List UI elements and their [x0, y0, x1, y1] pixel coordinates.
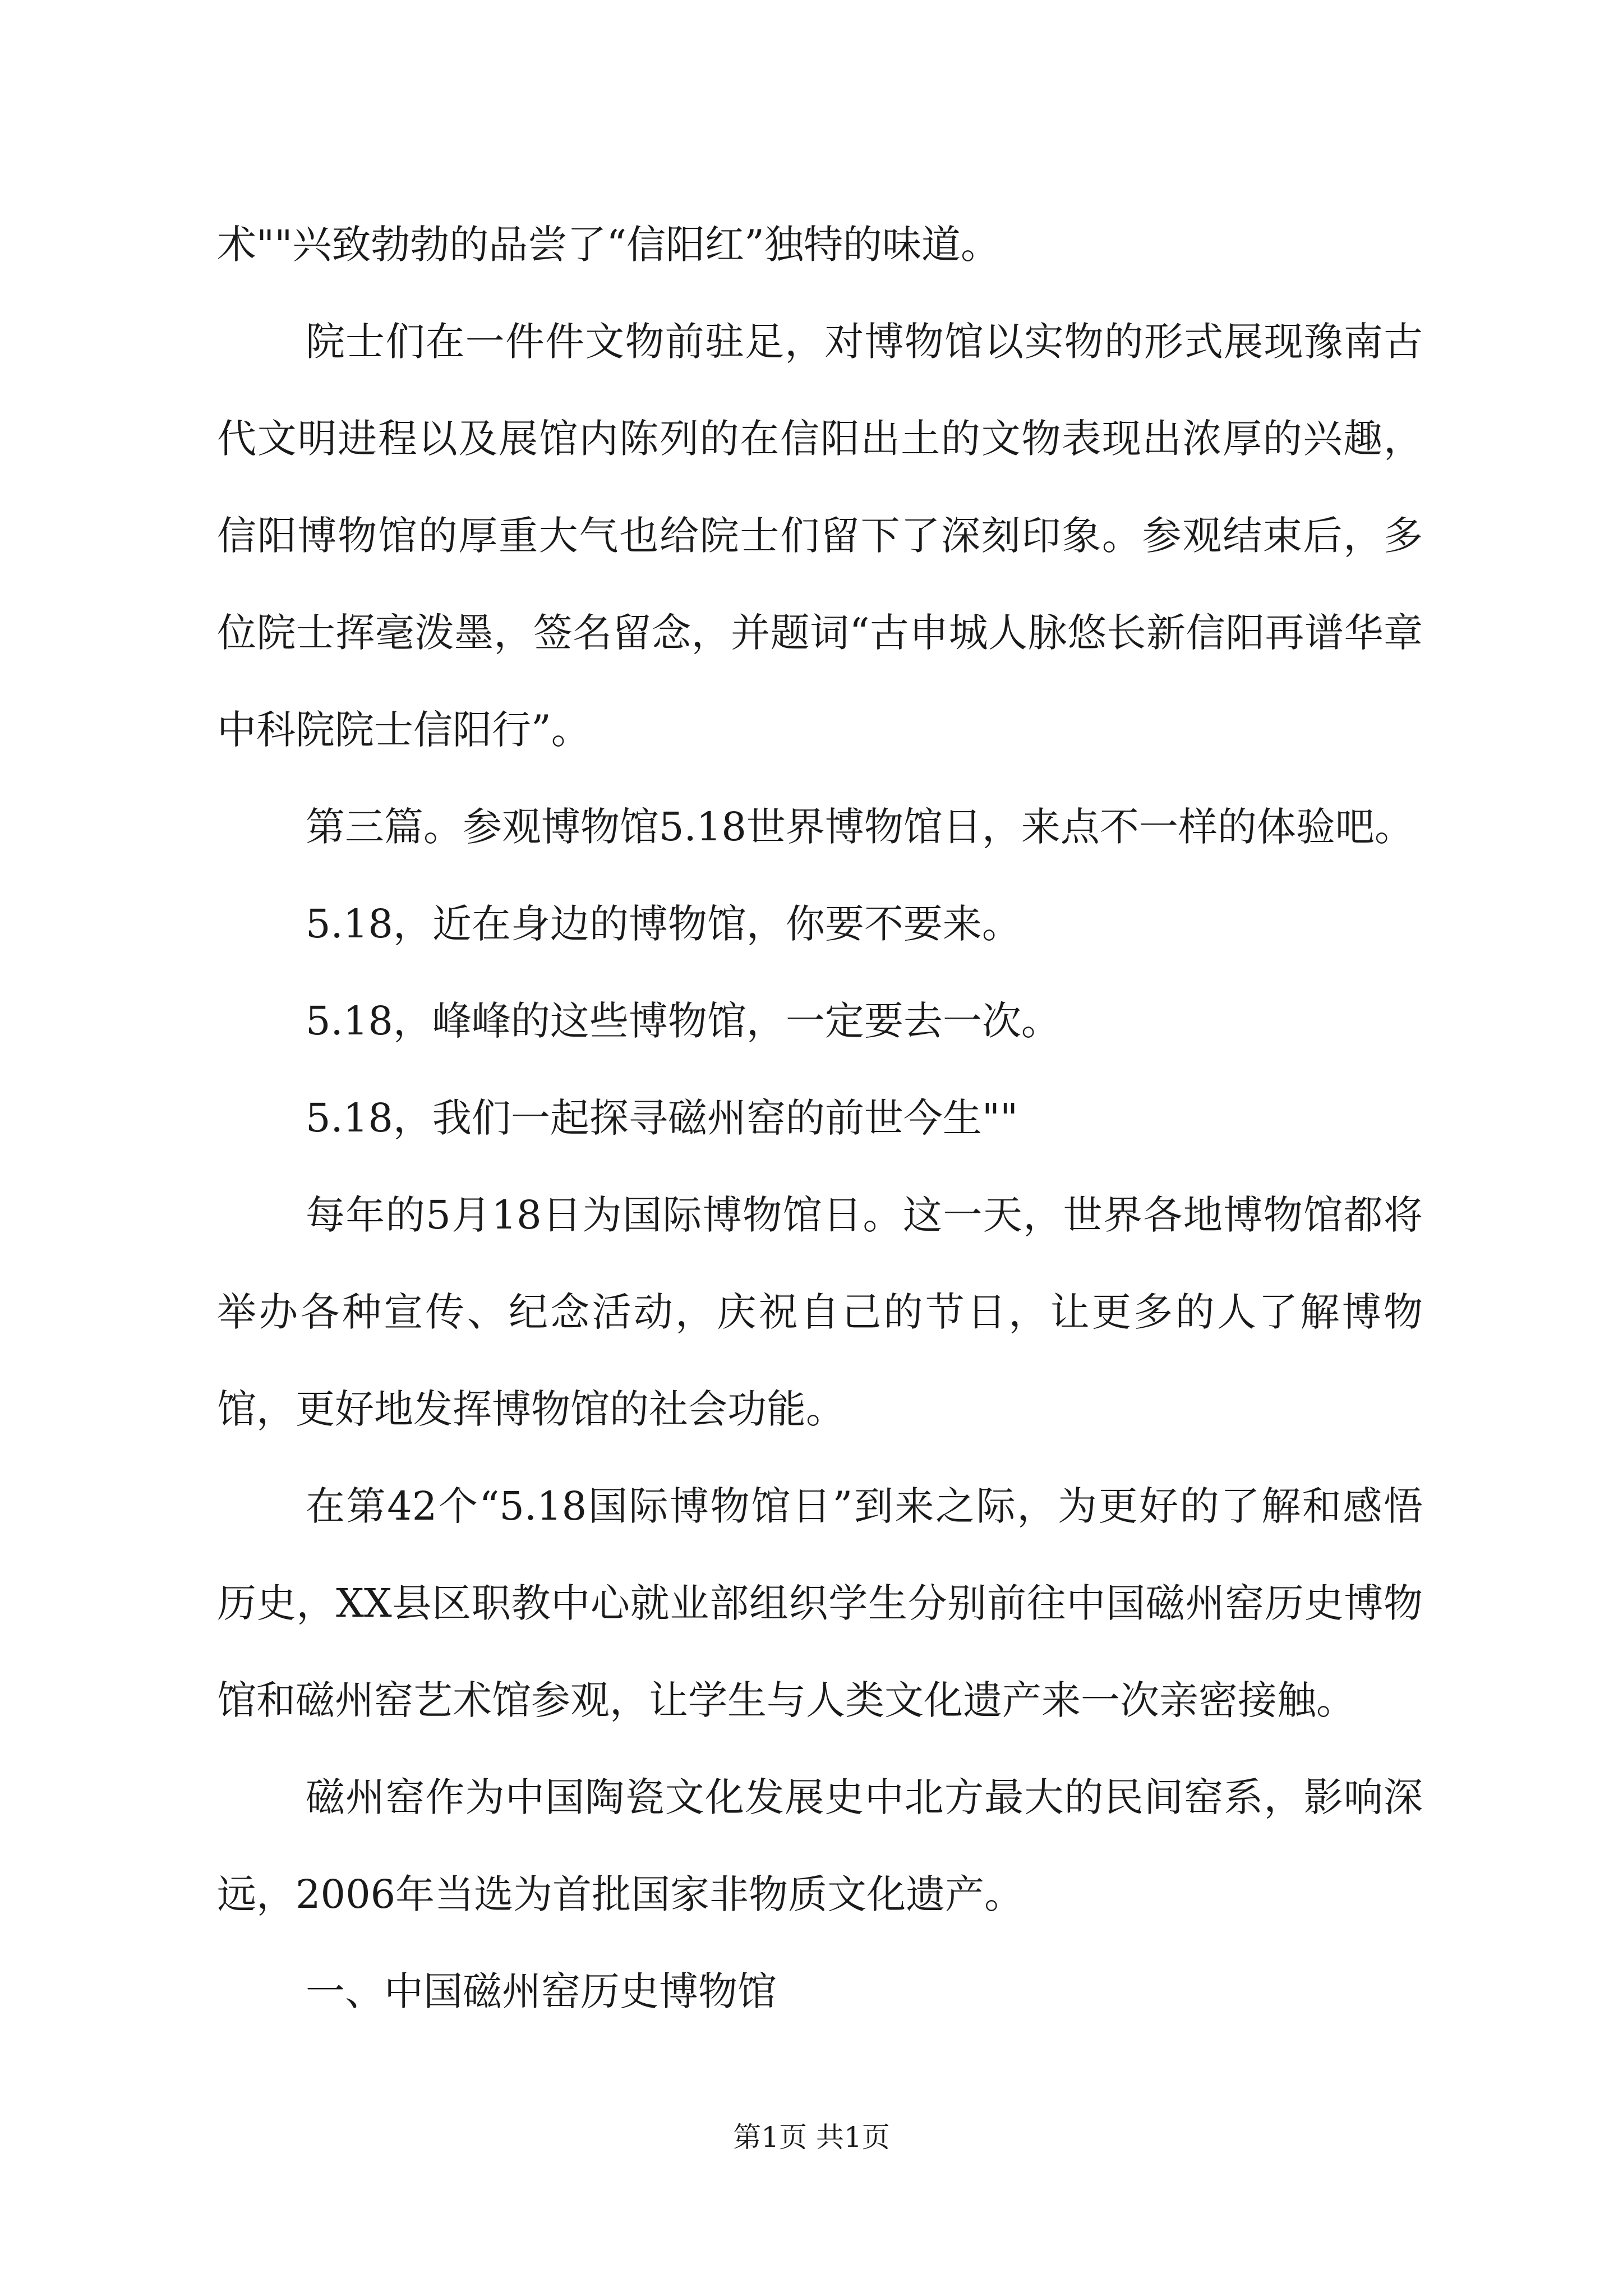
paragraph-8: 在第42个“5.18国际博物馆日”到来之际，为更好的了解和感悟历史，XX县区职教中心就业部组织学生分别前往中国磁州窑历史博物馆和磁州窑艺术馆参观，让学生与人类文化遗产来一次亲密接触。 — [217, 1483, 1423, 1723]
page-footer — [0, 2120, 1623, 2154]
paragraph-4: 5.18，近在身边的博物馆，你要不要来。 — [306, 901, 1021, 947]
paragraph-2: 院士们在一件件文物前驻足，对博物馆以实物的形式展现豫南古代文明进程以及展馆内陈列的在信阳出土的文物表现出浓厚的兴趣，信阳博物馆的厚重大气也给院士们留下了深刻印象。参观结束后，多位院士挥毫泼墨，签名留念，并题词“古申城人脉悠长新信阳再谱华章中科院院士信阳行”。 — [217, 319, 1423, 753]
paragraph-6: 5.18，我们一起探寻磁州窑的前世今生"" — [306, 1095, 1018, 1141]
paragraph-5: 5.18，峰峰的这些博物馆，一定要去一次。 — [306, 998, 1061, 1044]
paragraph-3: 第三篇。参观博物馆5.18世界博物馆日，来点不一样的体验吧。 — [306, 804, 1414, 850]
page-number-label: 第1页 共1页 — [733, 2121, 890, 2154]
paragraph-7: 每年的5月18日为国际博物馆日。这一天，世界各地博物馆都将举办各种宣传、纪念活动，庆祝自己的节日，让更多的人了解博物馆，更好地发挥博物馆的社会功能。 — [217, 1192, 1423, 1432]
paragraph-1: 术""兴致勃勃的品尝了“信阳红”独特的味道。 — [217, 222, 1000, 268]
paragraph-10: 一、中国磁州窑历史博物馆 — [306, 1968, 777, 2014]
paragraph-9: 磁州窑作为中国陶瓷文化发展史中北方最大的民间窑系，影响深远，2006年当选为首批国家非物质文化遗产。 — [217, 1774, 1423, 1917]
document-body — [217, 196, 1423, 2040]
